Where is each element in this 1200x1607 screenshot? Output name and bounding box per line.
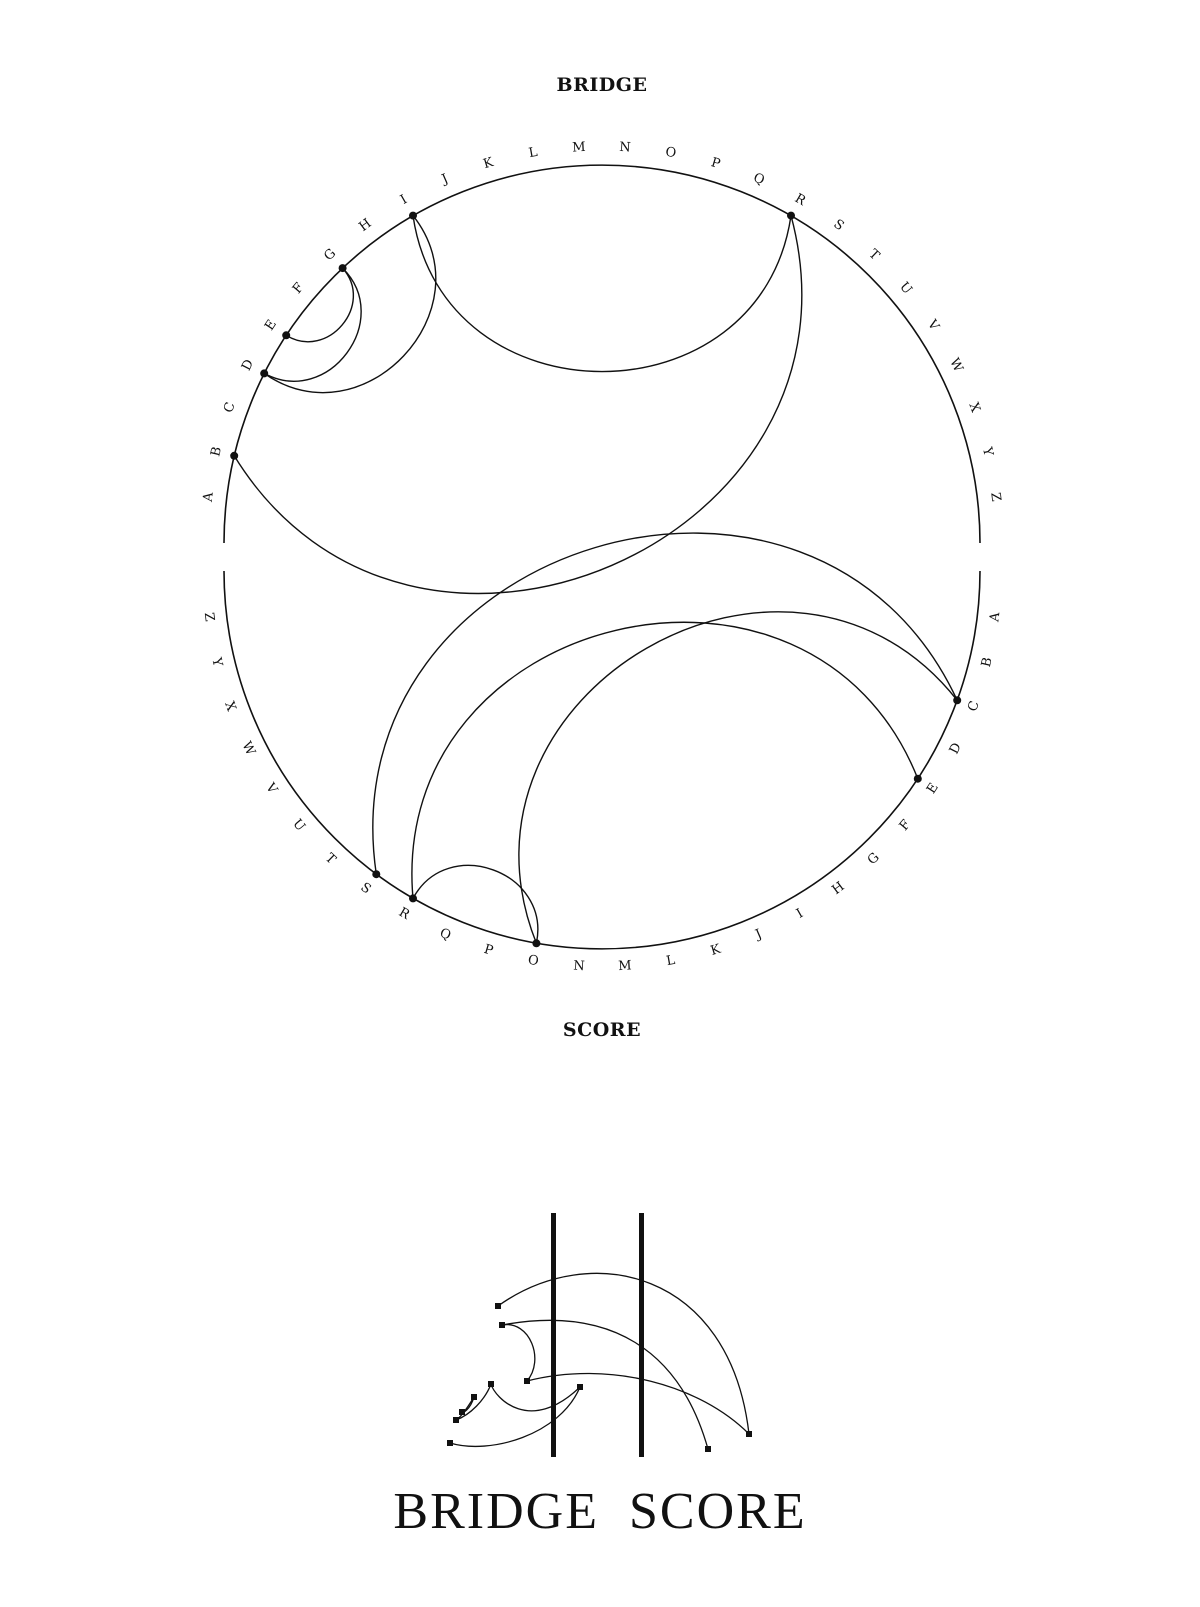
score-node-e xyxy=(914,775,922,783)
bridge-semicircle xyxy=(201,140,1004,594)
score-letter-k: K xyxy=(708,941,723,959)
bridge-node-i xyxy=(409,212,417,220)
logo-node xyxy=(447,1440,453,1446)
score-letter-p: P xyxy=(482,941,495,959)
bridge-connections xyxy=(234,216,802,594)
bridge-link-d-g xyxy=(264,268,361,381)
logo-pillar-right xyxy=(639,1213,644,1457)
score-letter-t: T xyxy=(321,850,339,868)
bridge-letter-s: S xyxy=(830,216,847,235)
score-node-c xyxy=(953,696,961,704)
bridge-letter-t: T xyxy=(865,246,883,264)
bridge-letter-l: L xyxy=(527,144,539,162)
logo-arc xyxy=(502,1325,535,1381)
score-letter-d: D xyxy=(946,740,965,757)
score-link-o-r xyxy=(413,865,538,943)
bridge-letter-x: X xyxy=(965,400,983,415)
bridge-node-d xyxy=(260,369,268,377)
logo-arc xyxy=(456,1397,474,1420)
bridge-letter-d: D xyxy=(239,357,258,374)
bridge-letter-q: Q xyxy=(750,170,767,189)
score-half-title: SCORE xyxy=(562,1019,642,1041)
score-letter-h: H xyxy=(829,879,848,899)
bridge-link-b-r xyxy=(234,216,802,594)
bridge-letter-f: F xyxy=(289,280,308,297)
bridge-letter-n: N xyxy=(618,139,632,156)
bridge-letter-c: C xyxy=(221,400,239,415)
score-letter-e: E xyxy=(924,780,942,797)
bridge-link-e-g xyxy=(286,268,353,342)
score-letter-x: X xyxy=(221,699,239,714)
logo-node xyxy=(488,1381,494,1387)
score-arc xyxy=(224,571,980,949)
logo-arc xyxy=(450,1387,580,1446)
logo-node xyxy=(453,1417,459,1423)
score-letter-w: W xyxy=(238,739,258,759)
score-letter-j: J xyxy=(753,926,765,943)
logo-node xyxy=(524,1378,530,1384)
score-letter-z: Z xyxy=(200,611,217,623)
logo-node xyxy=(459,1409,465,1415)
score-link-c-o xyxy=(519,612,957,943)
logo-arc xyxy=(491,1384,580,1411)
score-letter-s: S xyxy=(357,879,374,898)
score-node-s xyxy=(372,870,380,878)
bridge-letter-k: K xyxy=(481,155,496,173)
bridge-node-g xyxy=(339,264,347,272)
score-letter-c: C xyxy=(965,699,983,714)
bridge-letter-m: M xyxy=(571,139,587,156)
score-letter-g: G xyxy=(864,849,883,869)
logo-node xyxy=(746,1431,752,1437)
score-letter-a: A xyxy=(987,611,1004,623)
bridge-letter-o: O xyxy=(664,144,678,162)
bridge-half-title: BRIDGE xyxy=(556,74,648,96)
bridge-node-b xyxy=(230,452,238,460)
bridge-letter-b: B xyxy=(208,445,226,459)
logo-node xyxy=(577,1384,583,1390)
bridge-link-d-i xyxy=(264,216,436,393)
bridge-letter-u: U xyxy=(896,279,915,298)
logo-mark xyxy=(447,1213,752,1457)
bridge-letter-y: Y xyxy=(979,445,996,458)
score-alphabet-ring xyxy=(201,611,1004,974)
bridge-letter-r: R xyxy=(792,191,808,210)
score-letter-v: V xyxy=(262,780,280,797)
bridge-letter-p: P xyxy=(709,155,722,173)
bridge-letter-j: J xyxy=(439,171,451,188)
bridge-letter-g: G xyxy=(321,245,340,265)
logo-wordmark: BRIDGE SCORE xyxy=(393,1483,807,1540)
logo-node xyxy=(705,1446,711,1452)
score-link-c-s xyxy=(373,533,957,874)
score-letter-u: U xyxy=(289,816,308,835)
score-letter-o: O xyxy=(526,952,540,970)
logo-node xyxy=(499,1322,505,1328)
score-letter-i: I xyxy=(794,906,806,922)
score-letter-f: F xyxy=(896,817,915,834)
score-semicircle xyxy=(201,533,1004,974)
logo-arc xyxy=(498,1273,749,1434)
score-nodes xyxy=(372,696,961,947)
bridge-nodes xyxy=(230,212,795,460)
bridge-letter-e: E xyxy=(262,317,280,334)
bridge-letter-i: I xyxy=(398,192,410,208)
bridge-letter-a: A xyxy=(200,491,217,503)
score-connections xyxy=(373,533,957,943)
score-letter-l: L xyxy=(665,952,677,970)
logo-arc xyxy=(502,1320,708,1449)
score-letter-m: M xyxy=(617,958,633,975)
bridge-node-e xyxy=(282,331,290,339)
score-letter-b: B xyxy=(978,655,996,669)
bridge-letter-z: Z xyxy=(987,491,1004,503)
logo-node xyxy=(471,1394,477,1400)
bridge-alphabet-ring xyxy=(201,140,1004,504)
score-letter-n: N xyxy=(572,958,586,975)
score-link-e-r xyxy=(412,622,918,898)
bridge-score-logo xyxy=(393,1213,806,1540)
score-node-r xyxy=(409,894,417,902)
logo-arc xyxy=(527,1374,749,1434)
bridge-node-r xyxy=(787,212,795,220)
bridge-letter-v: V xyxy=(924,317,942,334)
bridge-link-i-r xyxy=(413,216,791,372)
score-letter-q: Q xyxy=(437,925,454,944)
score-node-o xyxy=(532,939,540,947)
bridge-letter-h: H xyxy=(356,215,375,235)
logo-node xyxy=(495,1303,501,1309)
bridge-letter-w: W xyxy=(946,355,966,375)
bridge-arc xyxy=(224,165,980,543)
score-letter-y: Y xyxy=(208,656,225,669)
score-letter-r: R xyxy=(396,904,412,923)
